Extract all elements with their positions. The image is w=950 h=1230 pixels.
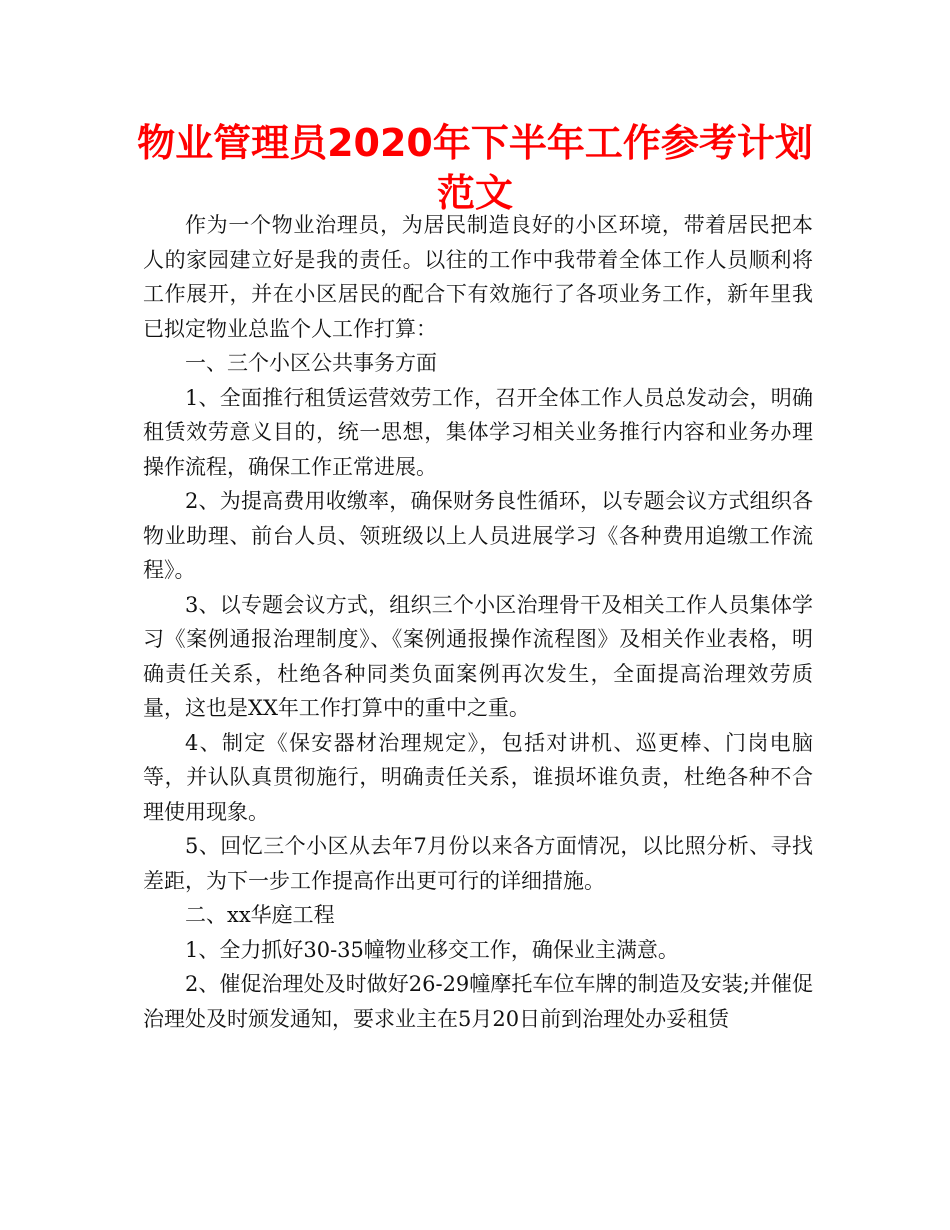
paragraph-item: 2、为提高费用收缴率，确保财务良性循环，以专题会议方式组织各物业助理、前台人员、领班级以上人员进展学习《各种费用追缴工作流程》。 <box>143 489 813 582</box>
document-body <box>143 208 813 1036</box>
document-title: 物业管理员2020年下半年工作参考计划范文 <box>137 121 813 215</box>
paragraph-intro: 作为一个物业治理员，为居民制造良好的小区环境，带着居民把本人的家园建立好是我的责任。以往的工作中我带着全体工作人员顺利将工作展开，并在小区居民的配合下有效施行了各项业务工作，新年里我已拟定物业总监个人工作打算： <box>143 213 813 341</box>
section-heading-1: 一、三个小区公共事务方面 <box>185 351 437 375</box>
paragraph-item: 5、回忆三个小区从去年7月份以来各方面情况，以比照分析、寻找差距，为下一步工作提高作出更可行的详细措施。 <box>143 834 813 893</box>
paragraph-item: 3、以专题会议方式，组织三个小区治理骨干及相关工作人员集体学习《案例通报治理制度》、《案例通报操作流程图》及相关作业表格，明确责任关系，杜绝各种同类负面案例再次发生，全面提高治理效劳质量，这也是XX年工作打算中的重中之重。 <box>143 592 813 720</box>
paragraph-item: 4、制定《保安器材治理规定》，包括对讲机、巡更棒、门岗电脑等，并认队真贯彻施行，明确责任关系，谁损坏谁负责，杜绝各种不合理使用现象。 <box>143 730 813 824</box>
section-heading-2: 二、xx华庭工程 <box>185 903 335 927</box>
paragraph-item: 1、全力抓好30-35幢物业移交工作，确保业主满意。 <box>185 937 679 962</box>
paragraph-item: 1、全面推行租赁运营效劳工作，召开全体工作人员总发动会，明确租赁效劳意义目的，统一思想，集体学习相关业务推行内容和业务办理操作流程，确保工作正常进展。 <box>143 385 813 479</box>
paragraph-item: 2、催促治理处及时做好26-29幢摩托车位车牌的制造及安装;并催促治理处及时颁发通知，要求业主在5月20日前到治理处办妥租赁 <box>143 972 813 1031</box>
